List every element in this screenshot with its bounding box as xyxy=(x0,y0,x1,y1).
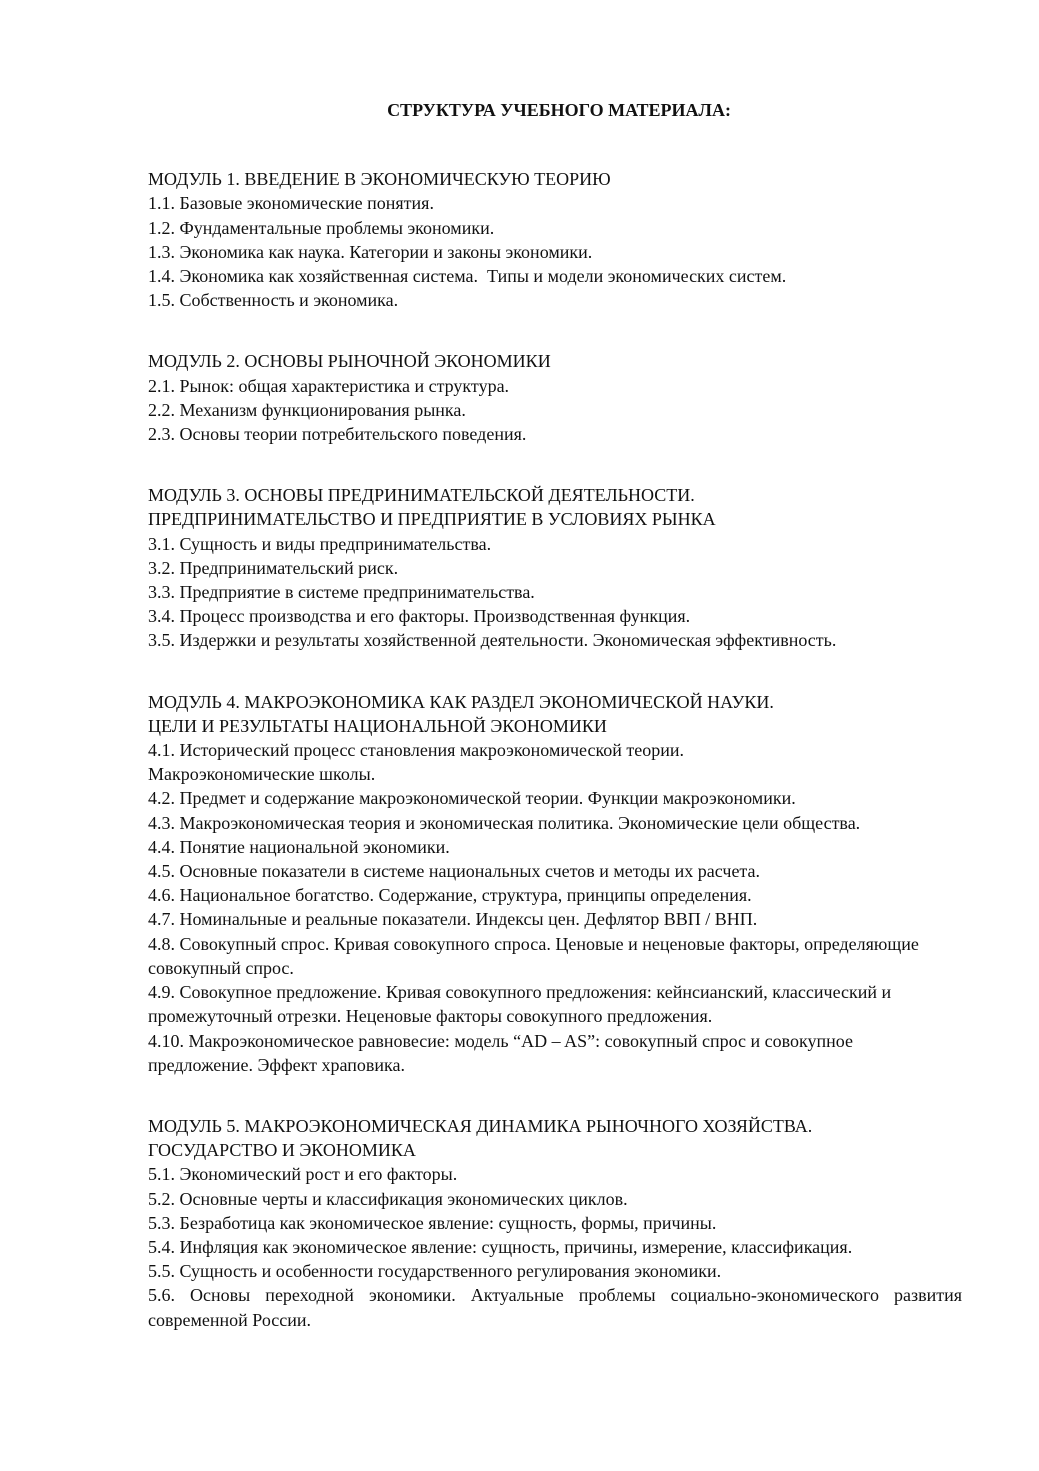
topic-item: 1.4. Экономика как хозяйственная система. Типы и модели экономических систем. xyxy=(148,266,787,287)
module-1 xyxy=(148,167,962,312)
module-heading-line: ПРЕДПРИНИМАТЕЛЬСТВО И ПРЕДПРИЯТИЕ В УСЛОВИЯХ РЫНКА xyxy=(148,509,716,530)
topic-item: 4.10. Макроэкономическое равновесие: модель “AD – AS”: совокупный спрос и совокупное предложение. Эффект храповика. xyxy=(148,1030,853,1075)
module-heading-line: ЦЕЛИ И РЕЗУЛЬТАТЫ НАЦИОНАЛЬНОЙ ЭКОНОМИКИ xyxy=(148,715,607,736)
module-heading xyxy=(148,167,962,191)
topic-item: 5.4. Инфляция как экономическое явление: сущность, причины, измерение, классификация. xyxy=(148,1236,853,1257)
document-title: СТРУКТУРА УЧЕБНОГО МАТЕРИАЛА: xyxy=(387,100,731,120)
topic-item: 4.3. Макроэкономическая теория и экономическая политика. Экономические цели общества. xyxy=(148,812,861,833)
topic-item: 4.9. Совокупное предложение. Кривая совокупного предложения: кейнсианский, классический и промежуточный отрезки. Неценовые факторы совокупного предложения. xyxy=(148,982,892,1027)
module-heading xyxy=(148,349,962,373)
module-heading-line: МОДУЛЬ 4. МАКРОЭКОНОМИКА КАК РАЗДЕЛ ЭКОНОМИЧЕСКОЙ НАУКИ. xyxy=(148,691,774,712)
topic-item: 5.5. Сущность и особенности государственного регулирования экономики. xyxy=(148,1261,722,1282)
topic-item: 5.6. Основы переходной экономики. Актуальные проблемы социально-экономического развития современной России. xyxy=(148,1285,962,1330)
topic-item: 3.5. Издержки и результаты хозяйственной деятельности. Экономическая эффективность. xyxy=(148,630,837,651)
module-heading xyxy=(148,1114,962,1162)
module-heading-line: ГОСУДАРСТВО И ЭКОНОМИКА xyxy=(148,1140,416,1161)
topic-item: 4.2. Предмет и содержание макроэкономической теории. Функции макроэкономики. xyxy=(148,788,796,809)
topic-item: 5.3. Безработица как экономическое явление: сущность, формы, причины. xyxy=(148,1212,717,1233)
topic-item: 1.2. Фундаментальные проблемы экономики. xyxy=(148,217,495,238)
topic-item: 1.3. Экономика как наука. Категории и законы экономики. xyxy=(148,241,593,262)
module-4 xyxy=(148,690,962,1077)
topic-item: 4.6. Национальное богатство. Содержание, структура, принципы определения. xyxy=(148,885,752,906)
module-heading xyxy=(148,483,962,531)
module-heading-line: МОДУЛЬ 5. МАКРОЭКОНОМИЧЕСКАЯ ДИНАМИКА РЫНОЧНОГО ХОЗЯЙСТВА. xyxy=(148,1115,813,1136)
topic-item: 1.5. Собственность и экономика. xyxy=(148,290,399,311)
topic-item: 3.4. Процесс производства и его факторы. Производственная функция. xyxy=(148,606,691,627)
topic-item: 2.2. Механизм функционирования рынка. xyxy=(148,399,466,420)
topic-item: 4.4. Понятие национальной экономики. xyxy=(148,836,450,857)
topic-item: 4.8. Совокупный спрос. Кривая совокупного спроса. Ценовые и неценовые факторы, определяющие совокупный спрос. xyxy=(148,933,919,978)
topic-item: 3.1. Сущность и виды предпринимательства. xyxy=(148,533,492,554)
module-heading-line: МОДУЛЬ 1. ВВЕДЕНИЕ В ЭКОНОМИЧЕСКУЮ ТЕОРИЮ xyxy=(148,169,611,190)
module-heading-line: МОДУЛЬ 3. ОСНОВЫ ПРЕДРИНИМАТЕЛЬСКОЙ ДЕЯТЕЛЬНОСТИ. xyxy=(148,485,695,506)
topic-item: 4.7. Номинальные и реальные показатели. Индексы цен. Дефлятор ВВП / ВНП. xyxy=(148,909,758,930)
module-3 xyxy=(148,483,962,652)
topic-item: 2.1. Рынок: общая характеристика и структура. xyxy=(148,375,510,396)
topic-item: 5.2. Основные черты и классификация экономических циклов. xyxy=(148,1188,628,1209)
topic-item: 5.1. Экономический рост и его факторы. xyxy=(148,1164,458,1185)
module-5 xyxy=(148,1114,962,1332)
topic-item: 3.2. Предпринимательский риск. xyxy=(148,557,399,578)
topic-item: 3.3. Предприятие в системе предпринимательства. xyxy=(148,582,535,603)
module-heading xyxy=(148,690,962,738)
topic-item: 2.3. Основы теории потребительского поведения. xyxy=(148,424,527,445)
module-2 xyxy=(148,349,962,446)
topic-item: 1.1. Базовые экономические понятия. xyxy=(148,193,434,214)
document-page xyxy=(148,98,962,1369)
module-heading-line: МОДУЛЬ 2. ОСНОВЫ РЫНОЧНОЙ ЭКОНОМИКИ xyxy=(148,351,551,372)
topic-item: 4.5. Основные показатели в системе национальных счетов и методы их расчета. xyxy=(148,861,761,882)
topic-item: 4.1. Исторический процесс становления макроэкономической теории. Макроэкономические школы. xyxy=(148,740,685,785)
